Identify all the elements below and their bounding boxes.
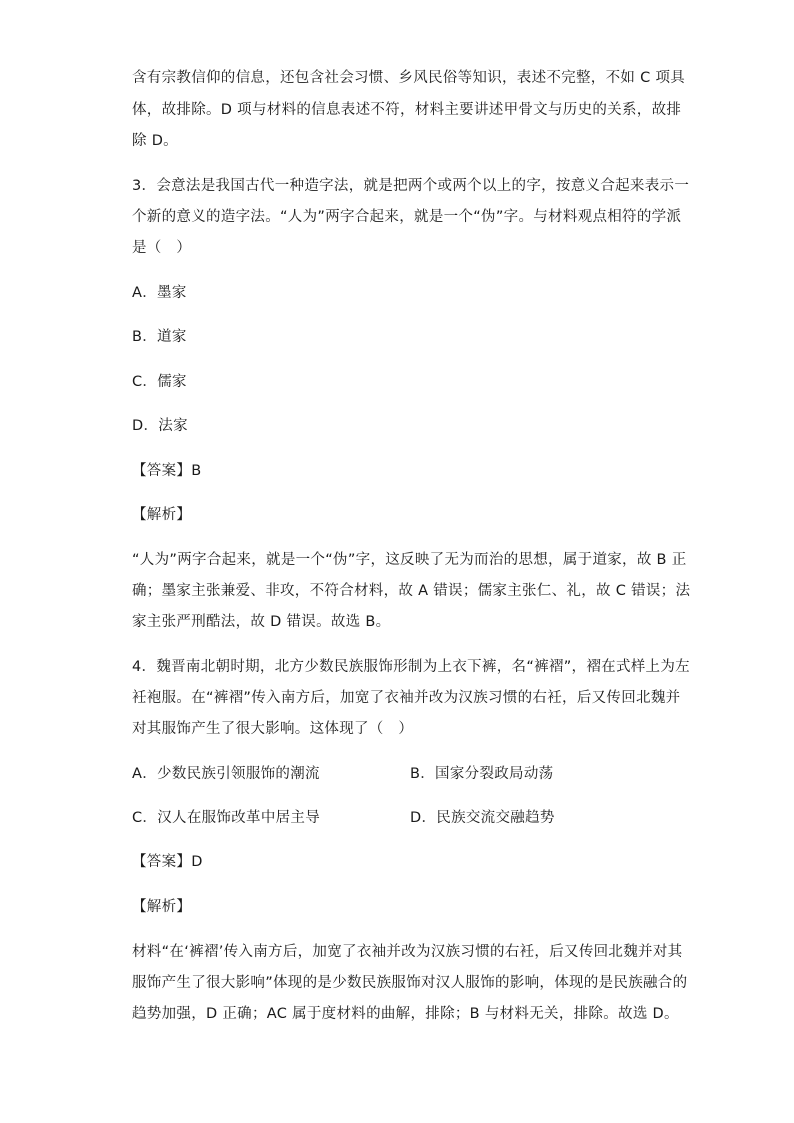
q3-stem-line-3: 是（ ）: [132, 240, 192, 256]
q3-analysis-line-2: 确；墨家主张兼爱、非攻，不符合材料，故 A 错误；儒家主张仁、礼，故 C 错误；法: [132, 583, 691, 599]
q4-analysis-line-3: 趋势加强，D 正确；AC 属于度材料的曲解，排除；B 与材料无关，排除。故选 D。: [132, 1006, 679, 1022]
q4-stem-line-2: 衽袍服。在“裤褶”传入南方后，加宽了衣袖并改为汉族习惯的右衽，后又传回北魏并: [132, 690, 681, 706]
q4-option-b: B．国家分裂政局动荡: [410, 766, 554, 782]
q4-option-d: D．民族交流交融趋势: [410, 810, 555, 826]
q3-answer: 【答案】B: [132, 463, 202, 479]
q3-option-d: D．法家: [132, 418, 188, 434]
q4-analysis-label: 【解析】: [132, 899, 192, 915]
q3-analysis-label: 【解析】: [132, 507, 192, 523]
q3-option-a: A．墨家: [132, 285, 187, 301]
q3-analysis-line-3: 家主张严刑酷法，故 D 错误。故选 B。: [132, 614, 391, 630]
q4-stem-line-1: 4．魏晋南北朝时期，北方少数民族服饰形制为上衣下裤，名“裤褶”，褶在式样上为左: [132, 659, 690, 675]
q3-option-c: C．儒家: [132, 374, 187, 390]
q3-analysis-line-1: “人为”两字合起来，就是一个“伪”字，这反映了无为而治的思想，属于道家，故 B 正: [132, 552, 687, 568]
q4-option-c: C．汉人在服饰改革中居主导: [132, 810, 321, 826]
q4-option-a: A．少数民族引领服饰的潮流: [132, 766, 320, 782]
q3-option-b: B．道家: [132, 329, 187, 345]
q4-answer: 【答案】D: [132, 854, 203, 870]
q3-stem-line-1: 3．会意法是我国古代一种造字法，就是把两个或两个以上的字，按意义合起来表示一: [132, 178, 690, 194]
q4-stem-line-3: 对其服饰产生了很大影响。这体现了（ ）: [132, 721, 414, 737]
prev-analysis-line-3: 除 D。: [132, 133, 178, 149]
q4-analysis-line-1: 材料“在‘裤褶’传入南方后，加宽了衣袖并改为汉族习惯的右衽，后又传回北魏并对其: [132, 944, 683, 960]
prev-analysis-line-1: 含有宗教信仰的信息，还包含社会习惯、乡风民俗等知识，表述不完整，不如 C 项具: [132, 70, 686, 86]
q3-stem-line-2: 个新的意义的造字法。“人为”两字合起来，就是一个“伪”字。与材料观点相符的学派: [132, 209, 682, 225]
q4-analysis-line-2: 服饰产生了很大影响”体现的是少数民族服饰对汉人服饰的影响，体现的是民族融合的: [132, 975, 688, 991]
prev-analysis-line-2: 体，故排除。D 项与材料的信息表述不符，材料主要讲述甲骨文与历史的关系，故排: [132, 102, 682, 118]
